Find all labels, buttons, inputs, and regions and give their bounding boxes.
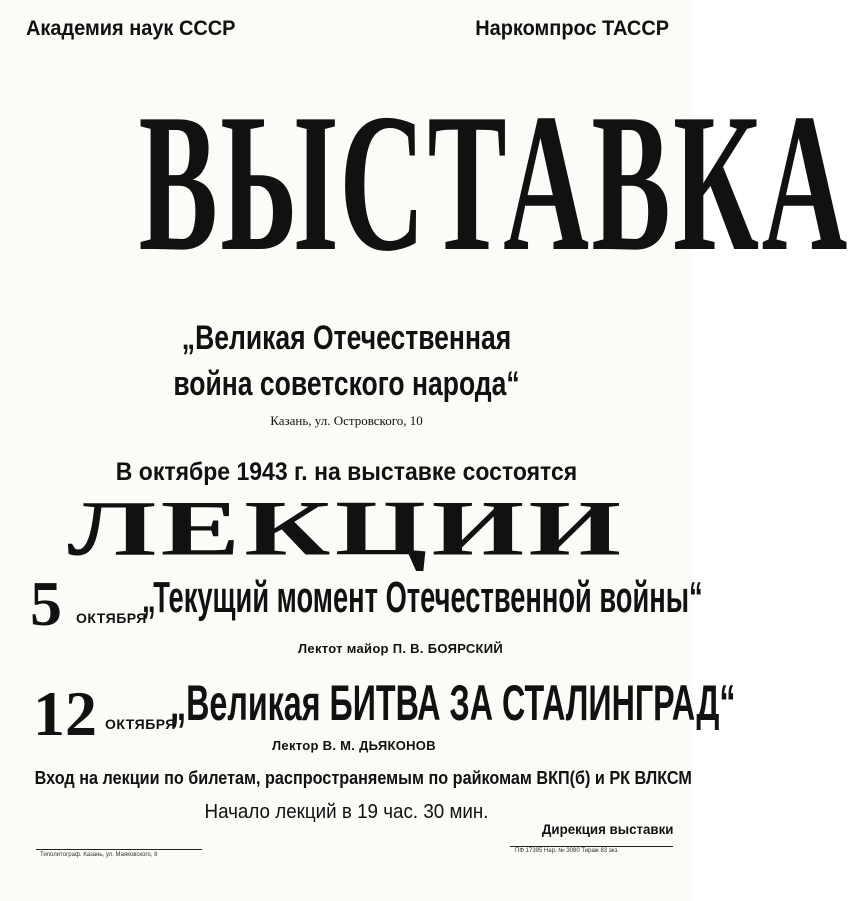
poster-title: ВЫСТАВКА	[138, 73, 850, 292]
organizer: Дирекция выставки	[541, 821, 673, 837]
lecture-1-month: ОКТЯБРЯ	[76, 610, 147, 626]
lecture-2-topic: „Великая БИТВА ЗА СТАЛИНГРАД“	[170, 675, 736, 731]
lectures-heading: ЛЕКЦИИ	[67, 485, 626, 572]
exhibition-address: Казань, ул. Островского, 10	[270, 413, 423, 428]
header-academy: Академия наук СССР	[26, 17, 236, 40]
header-narkompros: Наркомпрос ТАССР	[475, 17, 669, 40]
lecture-2-lecturer: Лектор В. М. ДЬЯКОНОВ	[272, 738, 436, 753]
start-time: Начало лекций в 19 час. 30 мин.	[204, 801, 489, 823]
imprint-rule-left	[36, 849, 202, 850]
lecture-2-month: ОКТЯБРЯ	[105, 716, 176, 732]
imprint-rule-right	[510, 846, 673, 847]
lecture-1-day: 5	[30, 568, 62, 639]
exhibition-name-line2: война советского народа“	[173, 365, 520, 403]
imprint-left: Типолитограф. Казань, ул. Маяковского, 8	[40, 852, 158, 858]
lecture-1-lecturer: Лектот майор П. В. БОЯРСКИЙ	[298, 641, 504, 656]
ticket-info: Вход на лекции по билетам, распространяемым по райкомам ВКП(б) и РК ВЛКСМ	[34, 768, 692, 788]
lecture-1-topic: „Текущий момент Отечественной войны“	[142, 573, 703, 622]
imprint-right: ПФ 17395 Нар. № 3080 Тираж 83 экз.	[515, 848, 619, 854]
lecture-2-day: 12	[33, 678, 97, 749]
exhibition-name-line1: „Великая Отечественная	[181, 319, 512, 357]
lectures-announcement: В октябре 1943 г. на выставке состоятся	[115, 458, 578, 486]
